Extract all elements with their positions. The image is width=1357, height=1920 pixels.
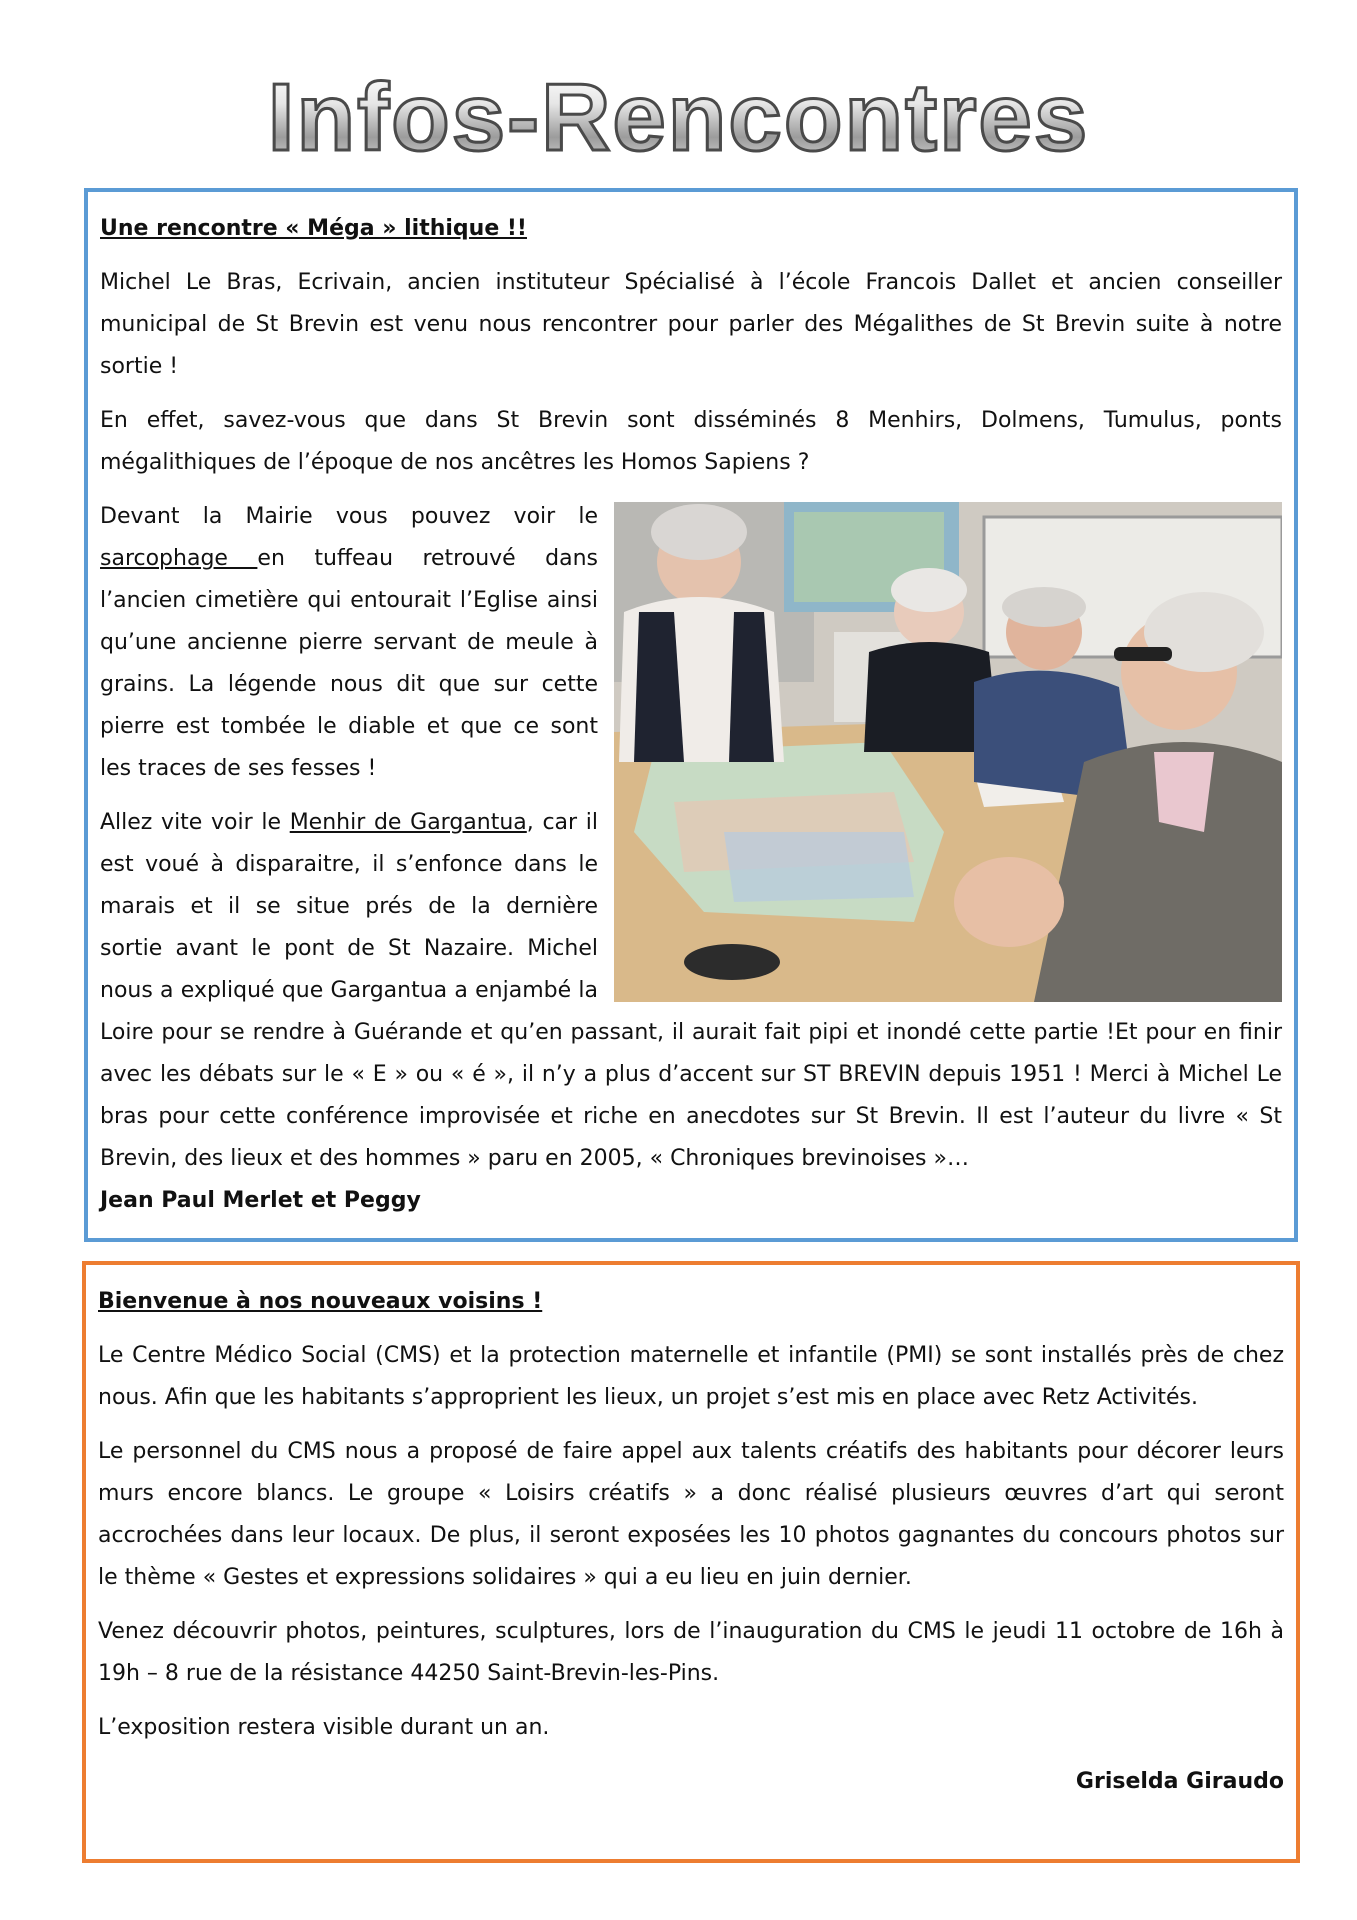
article-paragraph: L’exposition restera visible durant un an. bbox=[98, 1715, 550, 1740]
article-paragraph: Michel Le Bras, Ecrivain, ancien instituteur Spécialisé à l’école Francois Dallet et ancien conseiller municipal de St Brevin est venu nous rencontrer pour parler des Mégalithes de St Brevin suite à notre sortie ! bbox=[100, 270, 1282, 379]
article-signature: Griselda Giraudo bbox=[1075, 1769, 1284, 1794]
article-heading: Bienvenue à nos nouveaux voisins ! bbox=[98, 1289, 543, 1314]
text-span: en tuffeau retrouvé dans l’ancien cimetière qui entourait l’Eglise ainsi qu’une ancienne pierre servant de meule à grains. La légende nous dit que sur cette pierre est tombée le diable et que ce sont les traces de ses fesses ! bbox=[100, 546, 598, 781]
article-megalithes bbox=[84, 188, 1298, 1242]
text-span: , car il est voué à disparaitre, il s’enfonce dans le marais et il se situe prés de la dernière sortie avant le pont de St Nazaire. Michel nous a expliqué que Gargantua a enjambé la Loire pour se rendre à Guérande et qu’en passant, il aurait fait pipi et inondé cette partie !Et pour en finir avec les débats sur le « E » ou « é », il n’y a plus d’accent sur ST BREVIN depuis 1951 ! Merci à Michel Le bras pour cette conférence improvisée et riche en anecdotes sur St Brevin. Il est l’auteur du livre « St Brevin, des lieux et des hommes » paru en 2005, « Chroniques brevinoises »… bbox=[100, 810, 1282, 1171]
page-title: Infos-Rencontres bbox=[0, 70, 1357, 166]
text-span: Devant la Mairie vous pouvez voir le bbox=[100, 504, 598, 529]
article-paragraph: Le Centre Médico Social (CMS) et la protection maternelle et infantile (PMI) se sont installés près de chez nous. Afin que les habitants s’approprient les lieux, un projet s’est mis en place avec Retz Activités. bbox=[98, 1343, 1284, 1410]
article-paragraph: En effet, savez-vous que dans St Brevin sont disséminés 8 Menhirs, Dolmens, Tumulus, ponts mégalithiques de l’époque de nos ancêtres les Homos Sapiens ? bbox=[100, 408, 1282, 475]
article-nouveaux-voisins bbox=[82, 1261, 1300, 1863]
article-paragraph: Venez découvrir photos, peintures, sculptures, lors de l’inauguration du CMS le jeudi 11 octobre de 16h à 19h – 8 rue de la résistance 44250 Saint-Brevin-les-Pins. bbox=[98, 1619, 1284, 1686]
menhir-link[interactable]: Menhir de Gargantua bbox=[289, 810, 527, 835]
meeting-photo bbox=[614, 502, 1282, 1002]
article-signature: Jean Paul Merlet et Peggy bbox=[100, 1188, 421, 1213]
sarcophage-link[interactable]: sarcophage bbox=[100, 546, 258, 571]
article-heading: Une rencontre « Méga » lithique !! bbox=[100, 216, 527, 241]
meeting-photo-image bbox=[614, 502, 1282, 1002]
text-span: Allez vite voir le bbox=[100, 810, 290, 835]
article-paragraph: Le personnel du CMS nous a proposé de faire appel aux talents créatifs des habitants pour décorer leurs murs encore blancs. Le groupe « Loisirs créatifs » a donc réalisé plusieurs œuvres d’art qui seront accrochées dans leur locaux. De plus, il seront exposées les 10 photos gagnantes du concours photos sur le thème « Gestes et expressions solidaires » qui a eu lieu en juin dernier. bbox=[98, 1439, 1284, 1590]
